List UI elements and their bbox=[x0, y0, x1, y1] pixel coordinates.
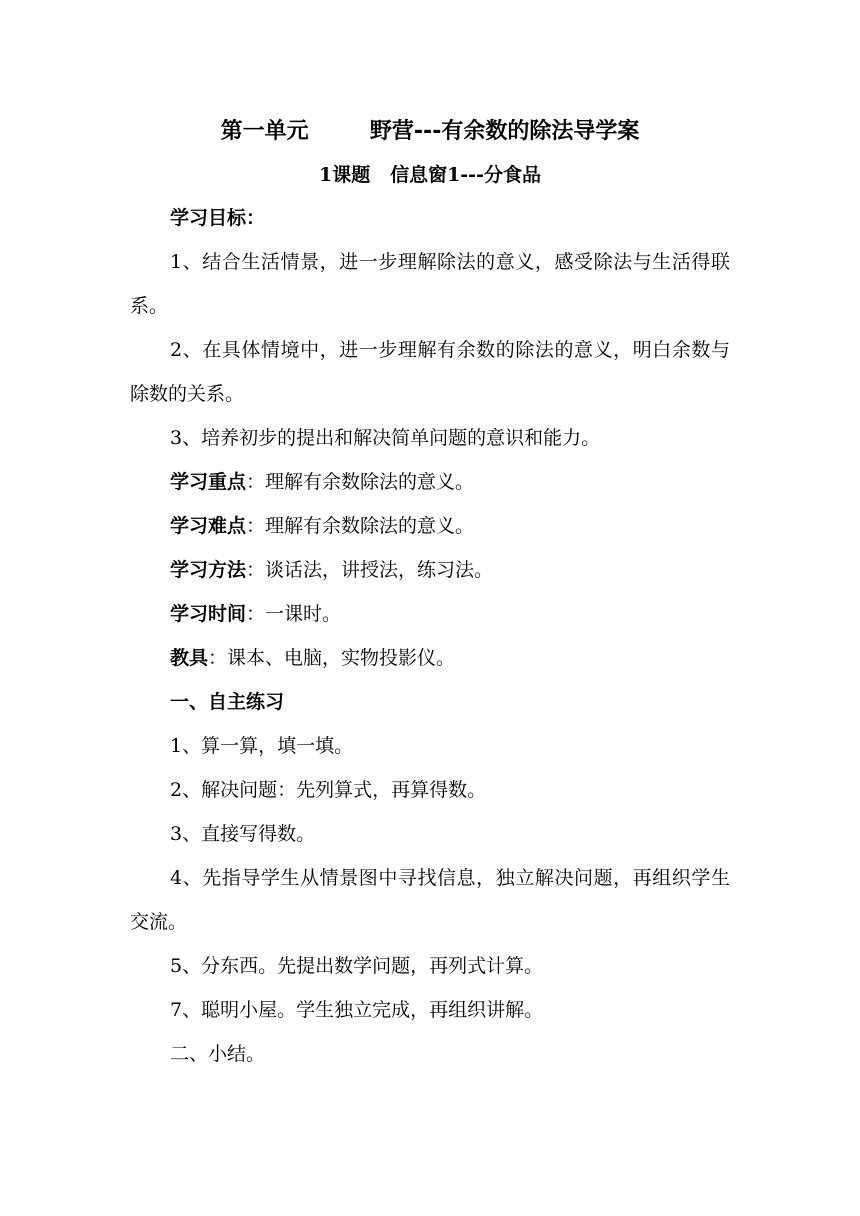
objectives-heading: 学习目标： bbox=[170, 207, 266, 229]
time-label: 学习时间 bbox=[170, 603, 247, 625]
objective-1: 1、结合生活情景，进一步理解除法的意义，感受除法与生活得联系。 bbox=[130, 251, 730, 317]
section-2-heading: 二、小结。 bbox=[170, 1043, 266, 1065]
tools-line bbox=[130, 636, 730, 680]
focus-label: 学习重点 bbox=[170, 471, 247, 493]
method-line bbox=[130, 548, 730, 592]
exercise-item-1: 1、算一算，填一填。 bbox=[170, 735, 354, 757]
document-body bbox=[130, 196, 730, 1076]
exercise-item-2: 2、解决问题：先列算式，再算得数。 bbox=[170, 779, 487, 801]
document-subtitle: 1课题 信息窗1---分食品 bbox=[319, 164, 541, 186]
exercise-item-5: 5、分东西。先提出数学问题，再列式计算。 bbox=[170, 955, 544, 977]
difficulty-line bbox=[130, 504, 730, 548]
method-text: ：谈话法，讲授法，练习法。 bbox=[246, 559, 494, 581]
objective-3: 3、培养初步的提出和解决简单问题的意识和能力。 bbox=[170, 427, 601, 449]
difficulty-text: ：理解有余数除法的意义。 bbox=[246, 515, 475, 537]
exercise-item-3: 3、直接写得数。 bbox=[170, 823, 316, 845]
section-1-heading: 一、自主练习 bbox=[170, 691, 285, 713]
document-title: 第一单元 野营---有余数的除法导学案 bbox=[220, 119, 640, 144]
focus-line bbox=[130, 460, 730, 504]
time-line bbox=[130, 592, 730, 636]
method-label: 学习方法 bbox=[170, 559, 247, 581]
exercise-item-7: 7、聪明小屋。学生独立完成，再组织讲解。 bbox=[170, 999, 544, 1021]
difficulty-label: 学习难点 bbox=[170, 515, 247, 537]
tools-label: 教具 bbox=[170, 647, 209, 669]
focus-text: ：理解有余数除法的意义。 bbox=[246, 471, 475, 493]
tools-text: ：课本、电脑，实物投影仪。 bbox=[208, 647, 456, 669]
exercise-item-4: 4、先指导学生从情景图中寻找信息，独立解决问题，再组织学生交流。 bbox=[130, 867, 730, 933]
time-text: ：一课时。 bbox=[246, 603, 342, 625]
objective-2: 2、在具体情境中，进一步理解有余数的除法的意义，明白余数与除数的关系。 bbox=[130, 339, 730, 405]
